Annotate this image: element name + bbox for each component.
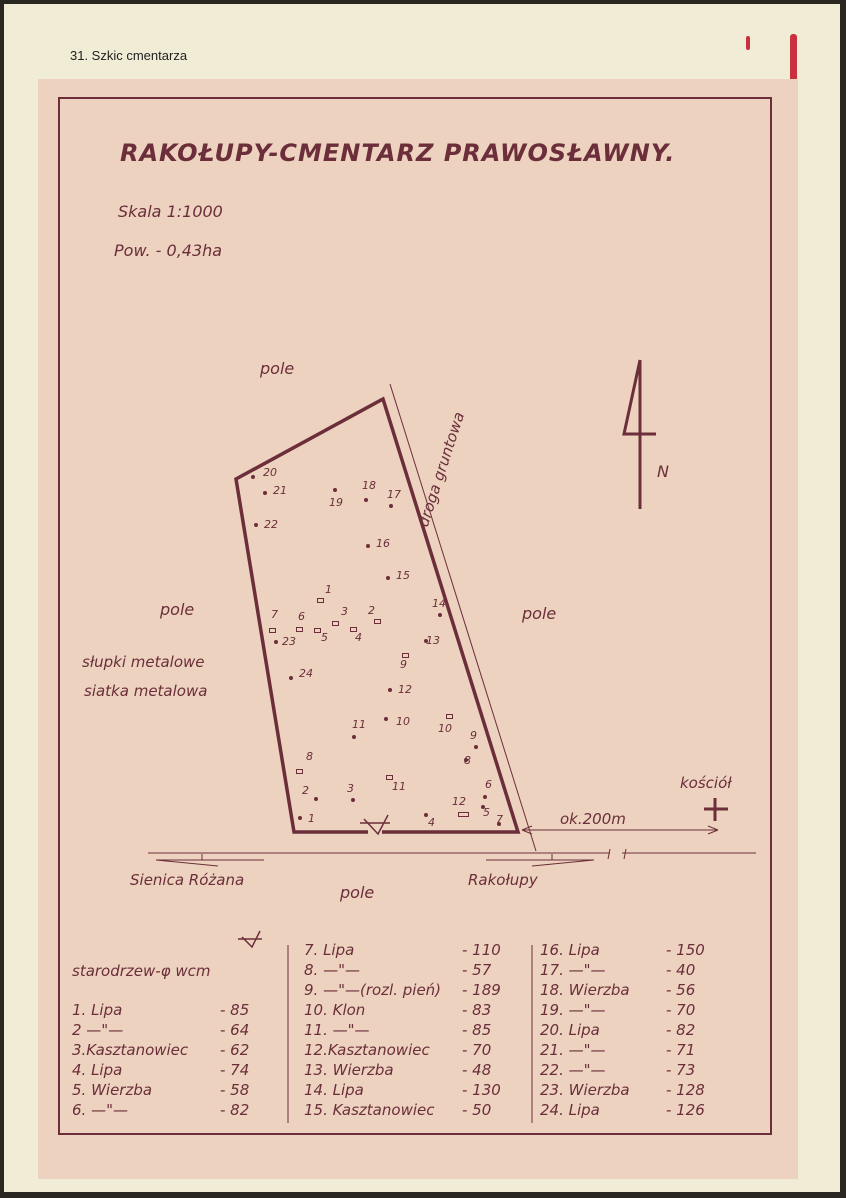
north-label: N <box>657 462 669 481</box>
legend-entry-value: - 70 <box>462 1041 492 1059</box>
legend-entry-value: - 85 <box>462 1021 492 1039</box>
legend-entry-value: - 73 <box>666 1061 696 1079</box>
legend-entry-name: 8. —"— <box>304 961 360 979</box>
gate-legend-icon <box>238 931 262 947</box>
legend-entry-name: 7. Lipa <box>304 941 355 959</box>
grave-number: 8 <box>306 750 313 763</box>
tree-number: 20 <box>263 466 277 479</box>
label-village-rakolupy: Rakołupy <box>468 871 538 889</box>
label-church: kościół <box>680 774 732 792</box>
label-village-sienica: Sienica Różana <box>130 871 245 889</box>
label-pole-left: pole <box>160 600 195 619</box>
legend-entry-name: 1. Lipa <box>72 1001 123 1019</box>
label-pole-bottom: pole <box>340 883 375 902</box>
legend-entry-value: - 57 <box>462 961 492 979</box>
legend-entry-value: - 50 <box>462 1101 492 1119</box>
legend-entry-value: - 150 <box>666 941 705 959</box>
tree-number: 16 <box>376 537 390 550</box>
legend-entry-value: - 126 <box>666 1101 705 1119</box>
legend-entry-name: 11. —"— <box>304 1021 370 1039</box>
red-ink-mark <box>746 36 750 50</box>
tree-number: 18 <box>362 479 376 492</box>
legend-entry-value: - 83 <box>462 1001 492 1019</box>
label-pole-top: pole <box>260 359 295 378</box>
legend-entry-value: - 130 <box>462 1081 501 1099</box>
tree-number: 3 <box>347 782 354 795</box>
legend-entry-name: 13. Wierzba <box>304 1061 394 1079</box>
tree-number: 8 <box>464 754 471 767</box>
grave-number: 9 <box>400 658 407 671</box>
tree-number: 11 <box>352 718 366 731</box>
tree-number: 17 <box>387 488 401 501</box>
legend-entry-name: 9. —"—(rozl. pień) <box>304 981 442 999</box>
legend-entry-name: 3.Kasztanowiec <box>72 1041 189 1059</box>
label-fence-mesh: siatka metalowa <box>84 682 208 700</box>
legend-entry-value: - 62 <box>220 1041 250 1059</box>
tree-number: 10 <box>396 715 410 728</box>
legend-entry-name: 23. Wierzba <box>540 1081 630 1099</box>
legend-entry-name: 2 —"— <box>72 1021 124 1039</box>
legend-entry-value: - 128 <box>666 1081 705 1099</box>
tree-number: 15 <box>396 569 410 582</box>
legend-entry-value: - 70 <box>666 1001 696 1019</box>
legend-entry-value: - 40 <box>666 961 696 979</box>
tree-number: 6 <box>485 778 492 791</box>
legend-entry-value: - 74 <box>220 1061 250 1079</box>
legend-entry-name: 15. Kasztanowiec <box>304 1101 435 1119</box>
legend-entry-name: 14. Lipa <box>304 1081 364 1099</box>
legend-header: starodrzew-φ wcm <box>72 962 211 980</box>
legend-entry-name: 20. Lipa <box>540 1021 600 1039</box>
figure-caption: 31. Szkic cmentarza <box>70 48 188 63</box>
grave-number: 6 <box>298 610 305 623</box>
legend-entry-value: - 58 <box>220 1081 250 1099</box>
grave-number: 10 <box>438 722 452 735</box>
grave-number: 2 <box>368 604 375 617</box>
page <box>4 4 840 1192</box>
grave-number: 11 <box>392 780 406 793</box>
tree-number: 19 <box>329 496 343 509</box>
legend-entry-value: - 71 <box>666 1041 696 1059</box>
legend-entry-name: 19. —"— <box>540 1001 606 1019</box>
legend-entry-name: 6. —"— <box>72 1101 128 1119</box>
tree-number: 9 <box>470 729 477 742</box>
tree-number: 1 <box>308 812 315 825</box>
tree-number: 24 <box>299 667 313 680</box>
label-fence-posts: słupki metalowe <box>82 653 205 671</box>
label-road: droga gruntowa <box>414 409 469 529</box>
map-sheet <box>38 79 798 1179</box>
map-area: Pow. - 0,43ha <box>114 241 223 260</box>
legend-entry-value: - 82 <box>666 1021 696 1039</box>
legend-entry-value: - 189 <box>462 981 501 999</box>
legend-entry-name: 12.Kasztanowiec <box>304 1041 430 1059</box>
legend-entry-name: 10. Klon <box>304 1001 366 1019</box>
legend-entry-value: - 64 <box>220 1021 250 1039</box>
map-scale: Skala 1:1000 <box>118 202 223 221</box>
tree-number: 4 <box>428 816 435 829</box>
grave-number: 1 <box>325 583 332 596</box>
grave-number: 7 <box>271 608 278 621</box>
grave-number: 12 <box>452 795 466 808</box>
legend-entry-name: 5. Wierzba <box>72 1081 153 1099</box>
grave-number: 3 <box>341 605 348 618</box>
tree-number: 23 <box>282 635 296 648</box>
tree-number: 2 <box>302 784 309 797</box>
tree-number: 22 <box>264 518 278 531</box>
tree-number: 5 <box>483 806 490 819</box>
legend-entry-value: - 110 <box>462 941 501 959</box>
legend-entry-name: 17. —"— <box>540 961 606 979</box>
map-title: RAKOŁUPY-CMENTARZ PRAWOSŁAWNY. <box>120 139 676 167</box>
tree-number: 14 <box>432 597 446 610</box>
tree-number: 21 <box>273 484 287 497</box>
legend-entry-name: 16. Lipa <box>540 941 600 959</box>
tree-number: 7 <box>496 813 503 826</box>
legend-entry-value: - 85 <box>220 1001 250 1019</box>
legend-entry-name: 4. Lipa <box>72 1061 123 1079</box>
tree-number: 13 <box>426 634 440 647</box>
legend-entry-value: - 56 <box>666 981 696 999</box>
legend-entry-value: - 48 <box>462 1061 492 1079</box>
legend-entry-value: - 82 <box>220 1101 250 1119</box>
legend-entry-name: 18. Wierzba <box>540 981 630 999</box>
grave-number: 5 <box>321 631 328 644</box>
label-distance: ok.200m <box>560 810 626 828</box>
legend-entry-name: 21. —"— <box>540 1041 606 1059</box>
label-pole-right: pole <box>522 604 557 623</box>
legend-entry-name: 22. —"— <box>540 1061 606 1079</box>
legend-entry-name: 24. Lipa <box>540 1101 600 1119</box>
tree-number: 12 <box>398 683 412 696</box>
grave-number: 4 <box>355 631 362 644</box>
